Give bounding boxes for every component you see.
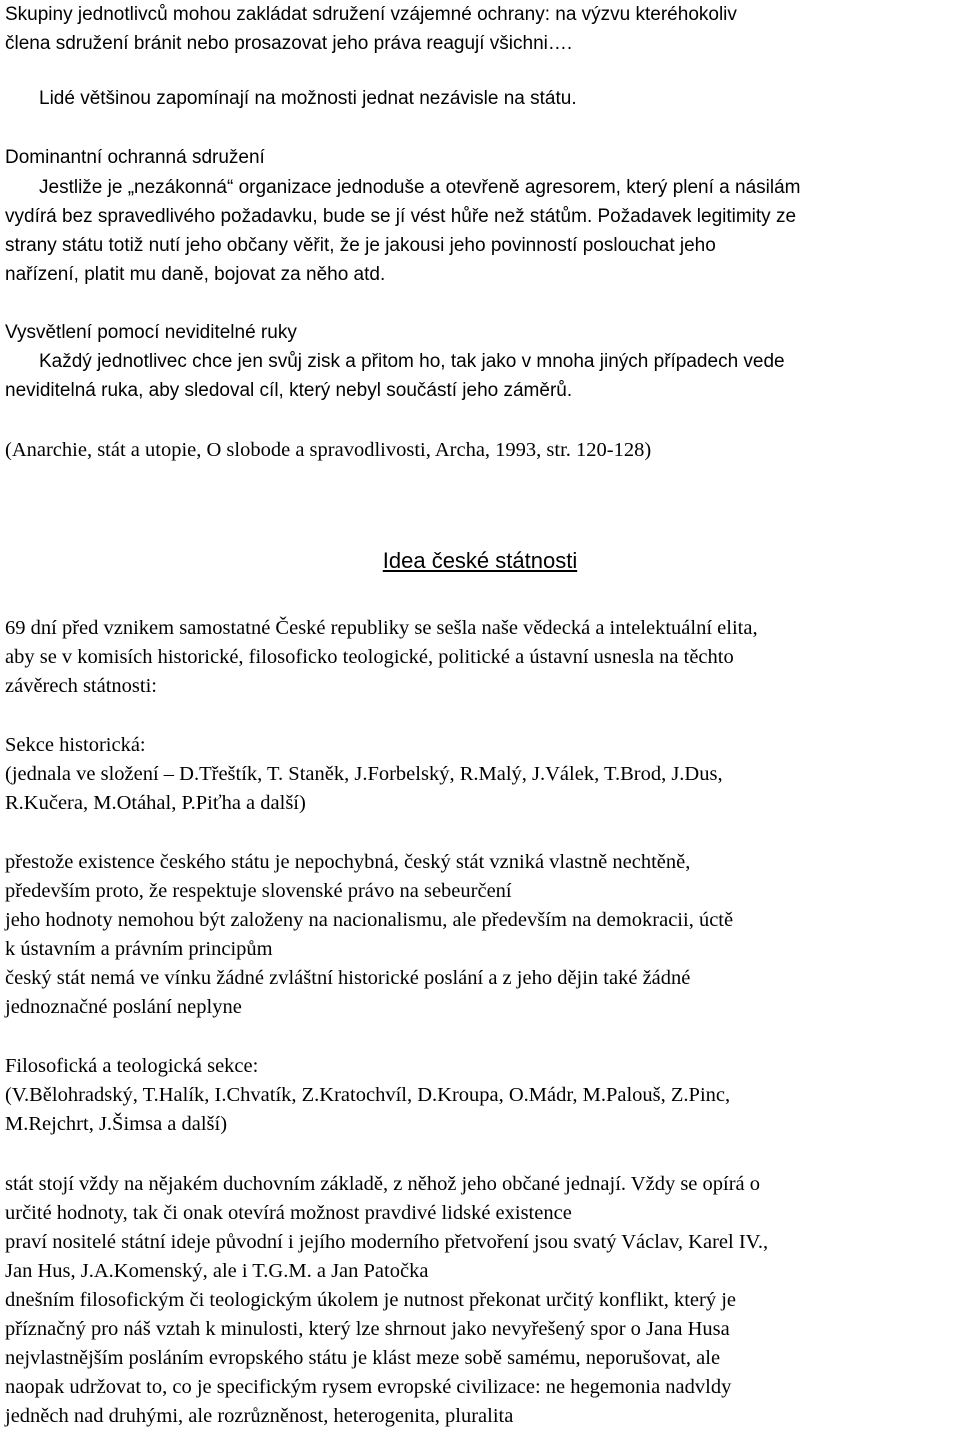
paragraph-invisible-hand-2 [5,376,955,405]
text-line: dnešním filosofickým či teologickým úkolem je nutnost překonat určitý konflikt, který je [5,1289,737,1311]
text-line: Každý jednotlivec chce jen svůj zisk a přitom ho, tak jako v mnoha jiných případech vede [39,351,785,372]
text-line: jedněch nad druhými, ale rozrůzněnost, heterogenita, pluralita [5,1405,514,1427]
text-line: R.Kučera, M.Otáhal, P.Piťha a další) [5,792,306,814]
paragraph-illegal-organization [5,173,960,202]
text-line: (V.Bělohradský, T.Halík, I.Chvatík, Z.Kratochvíl, D.Kroupa, O.Mádr, M.Palouš, Z.Pinc, [5,1084,731,1106]
text-line: vydírá bez spravedlivého požadavku, bude se jí vést hůře než státům. Požadavek legitimity ze [5,206,797,227]
text-line: 69 dní před vznikem samostatné České republiky se sešla naše vědecká a intelektuální elita, [5,617,758,639]
text-line: Lidé většinou zapomínají na možnosti jednat nezávisle na státu. [39,88,577,109]
text-line: aby se v komisích historické, filosoficko teologické, politické a ústavní usnesla na těchto [5,646,734,668]
text-line: Jestliže je „nezákonná“ organizace jednoduše a otevřeně agresorem, který plení a násilám [39,177,801,198]
text-line: stát stojí vždy na nějakém duchovním základě, z něhož jeho občané jednají. Vždy se opírá o [5,1173,761,1195]
text-line: příznačný pro náš vztah k minulosti, který lze shrnout jako nevyřešený spor o Jana Husa [5,1318,730,1340]
section-philosophical-theological [5,1052,955,1139]
text-line: přestože existence českého státu je nepochybná, český stát vzniká vlastně nechtěně, [5,851,691,873]
text-line: závěrech státnosti: [5,675,157,697]
text-line: strany státu totiž nutí jeho občany věřit, že je jakousi jeho povinností poslouchat jeho [5,235,716,256]
text-line: nejvlastnějším posláním evropského státu je klást meze sobě samému, neporušovat, ale [5,1347,721,1369]
paragraph-independence [5,84,960,113]
text-line: určité hodnoty, tak či onak otevírá možnost pravdivé lidské existence [5,1202,572,1224]
text-line: k ústavním a právním principům [5,938,273,960]
text-line: nařízení, platit mu daně, bojovat za něho atd. [5,264,386,285]
paragraph-legitimacy [5,202,955,289]
heading-invisible-hand [5,318,955,347]
text-line: Sekce historická: [5,734,146,756]
text-line: jednoznačné poslání neplyne [5,996,242,1018]
citation [5,436,955,465]
text-line: (jednala ve složení – D.Třeštík, T. Staněk, J.Forbelský, R.Malý, J.Válek, T.Brod, J.Dus, [5,763,723,785]
text-line: Skupiny jednotlivců mohou zakládat sdružení vzájemné ochrany: na výzvu kteréhokoliv [5,4,737,25]
paragraph-intro-statehood [5,614,955,701]
heading-dominant-associations [5,143,955,172]
paragraph-association [5,0,955,58]
philosophical-conclusions [5,1170,955,1431]
text-line: Filosofická a teologická sekce: [5,1055,259,1077]
text-line: český stát nemá ve vínku žádné zvláštní historické poslání a z jeho dějin také žádné [5,967,691,989]
text-line: člena sdružení bránit nebo prosazovat jeho práva reagují všichni…. [5,33,573,54]
text-line: praví nositelé státní ideje původní i jejího moderního přetvoření jsou svatý Václav, Karel IV., [5,1231,769,1253]
text-line: naopak udržovat to, co je specifickým rysem evropské civilizace: ne hegemonia nadvldy [5,1376,732,1398]
historical-conclusions [5,848,955,1022]
text-line: Dominantní ochranná sdružení [5,147,265,168]
paragraph-invisible-hand-1 [5,347,960,376]
text-line: jeho hodnoty nemohou být založeny na nacionalismu, ale především na demokracii, úctě [5,909,734,931]
text-line: neviditelná ruka, aby sledoval cíl, který nebyl součástí jeho záměrů. [5,380,573,401]
section-historical [5,731,955,818]
text-line: Vysvětlení pomocí neviditelné ruky [5,322,297,343]
text-line: M.Rejchrt, J.Šimsa a další) [5,1113,228,1135]
text-line: (Anarchie, stát a utopie, O slobode a spravodlivosti, Archa, 1993, str. 120-128) [5,439,652,461]
text-line: především proto, že respektuje slovenské právo na sebeurčení [5,880,512,902]
page-title: Idea české státnosti [382,548,578,573]
text-line: Jan Hus, J.A.Komenský, ale i T.G.M. a Jan Patočka [5,1260,429,1282]
